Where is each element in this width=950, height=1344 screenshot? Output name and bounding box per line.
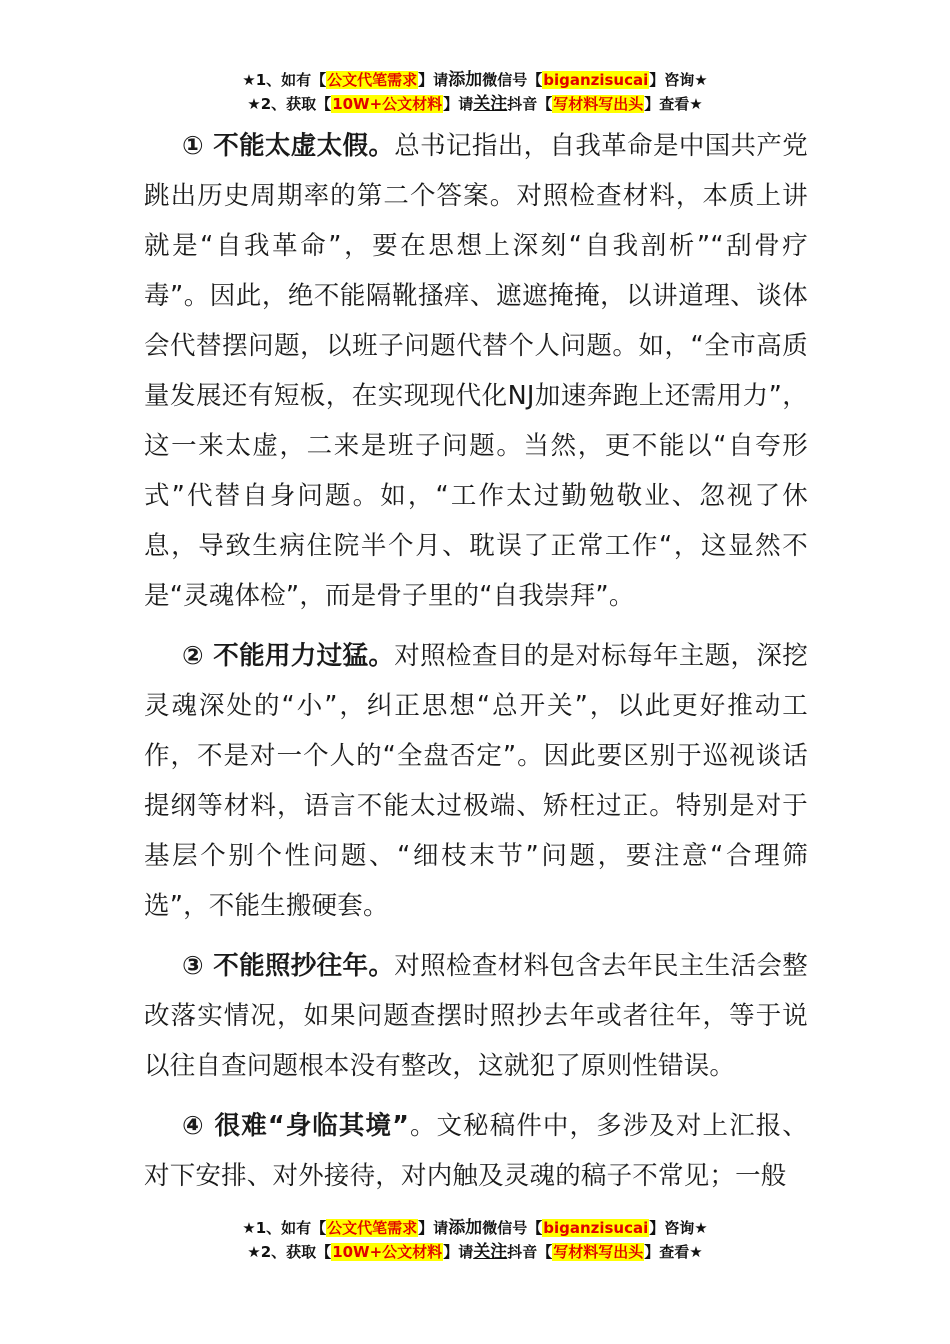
banner-text: ★2、获取【: [247, 95, 332, 113]
paragraph-text: 。文秘稿件中，多涉及对上汇报、对下安排、对外接待，对内触及灵魂的稿子不常见；一般: [144, 1111, 808, 1191]
highlight-materials: 10W+公文材料: [332, 1243, 443, 1261]
banner-text: 抖音【: [507, 95, 553, 113]
highlight-service: 公文代笔需求: [327, 1219, 418, 1237]
header-banner: [0, 68, 950, 116]
banner-emphasis: 添加: [448, 70, 483, 90]
paragraph-heading: ② 不能用力过猛。: [182, 641, 395, 671]
highlight-wechat-id: biganzisucai: [543, 1219, 649, 1237]
banner-text: 】请: [443, 95, 474, 113]
paragraph-4: [144, 1101, 808, 1201]
banner-text: 微信号【: [482, 1219, 543, 1237]
paragraph-heading: ③ 不能照抄往年。: [182, 951, 395, 981]
highlight-douyin: 写材料写出头: [553, 1243, 644, 1261]
banner-emphasis: 关注: [473, 94, 508, 114]
banner-text: 微信号【: [482, 71, 543, 89]
banner-emphasis: 添加: [448, 1218, 483, 1238]
banner-text: 】咨询★: [649, 71, 708, 89]
paragraph-text: 对照检查目的是对标每年主题，深挖灵魂深处的“小”，纠正思想“总开关”，以此更好推动工作，不是对一个人的“全盘否定”。因此要区别于巡视谈话提纲等材料，语言不能太过极端、矫枉过正。特别是对于基层个别个性问题、“细枝末节”问题，要注意“合理筛选”，不能生搬硬套。: [144, 641, 808, 921]
banner-line-1: [0, 68, 950, 92]
highlight-service: 公文代笔需求: [327, 71, 418, 89]
paragraph-1: [144, 121, 808, 621]
highlight-douyin: 写材料写出头: [553, 95, 644, 113]
paragraph-2: [144, 631, 808, 931]
banner-line-2: [0, 92, 950, 116]
banner-text: ★2、获取【: [247, 1243, 332, 1261]
highlight-materials: 10W+公文材料: [332, 95, 443, 113]
banner-emphasis: 关注: [473, 1242, 508, 1262]
banner-text: 】查看★: [644, 95, 703, 113]
banner-text: 抖音【: [507, 1243, 553, 1261]
banner-text: ★1、如有【: [242, 1219, 327, 1237]
paragraph-heading: ① 不能太虚太假。: [182, 131, 395, 161]
paragraph-3: [144, 941, 808, 1091]
banner-line-1: [0, 1216, 950, 1240]
paragraph-text: 总书记指出，自我革命是中国共产党跳出历史周期率的第二个答案。对照检查材料，本质上讲就是“自我革命”，要在思想上深刻“自我剖析”“刮骨疗毒”。因此，绝不能隔靴搔痒、遮遮掩掩，以讲道理、谈体会代替摆问题，以班子问题代替个人问题。如，“全市高质量发展还有短板，在实现现代化NJ加速奔跑上还需用力”，这一来太虚，二来是班子问题。当然，更不能以“自夸形式”代替自身问题。如，“工作太过勤勉敬业、忽视了休息，导致生病住院半个月、耽误了正常工作“，这显然不是“灵魂体检”，而是骨子里的“自我崇拜”。: [144, 131, 808, 611]
banner-text: ★1、如有【: [242, 71, 327, 89]
banner-line-2: [0, 1240, 950, 1264]
highlight-wechat-id: biganzisucai: [543, 71, 649, 89]
banner-text: 】请: [418, 1219, 449, 1237]
footer-banner: [0, 1216, 950, 1264]
banner-text: 】咨询★: [649, 1219, 708, 1237]
banner-text: 】请: [443, 1243, 474, 1261]
paragraph-heading: ④ 很难“身临其境”: [182, 1111, 410, 1141]
paragraph-text: 对照检查材料包含去年民主生活会整改落实情况，如果问题查摆时照抄去年或者往年，等于说以往自查问题根本没有整改，这就犯了原则性错误。: [144, 951, 808, 1081]
document-body: [144, 121, 808, 1211]
banner-text: 】查看★: [644, 1243, 703, 1261]
banner-text: 】请: [418, 71, 449, 89]
